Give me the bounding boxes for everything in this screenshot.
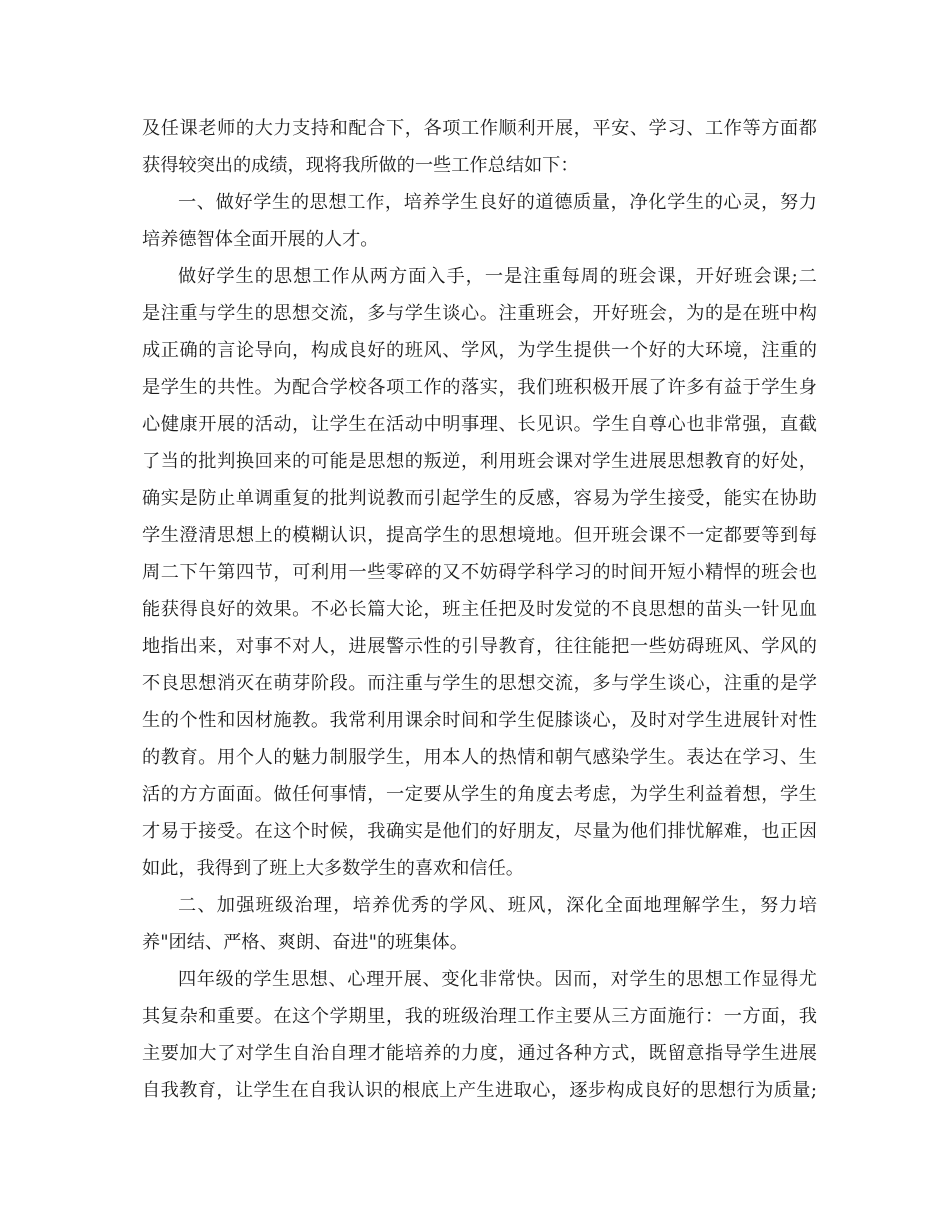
text-line: 学生澄清思想上的模糊认识，提高学生的思想境地。但开班会课不一定都要等到每 bbox=[142, 525, 817, 546]
text-line: 生的个性和因材施教。我常利用课余时间和学生促膝谈心，及时对学生进展针对性 bbox=[142, 710, 817, 731]
text-line: 其复杂和重要。在这个学期里，我的班级治理工作主要从三方面施行：一方面，我 bbox=[142, 1006, 817, 1027]
text-line: 做好学生的思想工作从两方面入手，一是注重每周的班会课，开好班会课;二 bbox=[178, 266, 817, 287]
text-line: 自我教育，让学生在自我认识的根底上产生进取心，逐步构成良好的思想行为质量; bbox=[142, 1080, 817, 1101]
text-line: 活的方方面面。做任何事情，一定要从学生的角度去考虑，为学生利益着想，学生 bbox=[142, 784, 817, 805]
text-line: 不良思想消灭在萌芽阶段。而注重与学生的思想交流，多与学生谈心，注重的是学 bbox=[142, 673, 817, 694]
text-line: 一、做好学生的思想工作，培养学生良好的道德质量，净化学生的心灵，努力 bbox=[178, 192, 817, 213]
text-line: 是学生的共性。为配合学校各项工作的落实，我们班积极开展了许多有益于学生身 bbox=[142, 377, 817, 398]
text-line: 确实是防止单调重复的批判说教而引起学生的反感，容易为学生接受，能实在协助 bbox=[142, 488, 817, 509]
text-line: 心健康开展的活动，让学生在活动中明事理、长见识。学生自尊心也非常强，直截 bbox=[142, 414, 817, 435]
text-line: 才易于接受。在这个时候，我确实是他们的好朋友，尽量为他们排忧解难，也正因 bbox=[142, 821, 817, 842]
text-line: 周二下午第四节，可利用一些零碎的又不妨碍学科学习的时间开短小精悍的班会也 bbox=[142, 562, 817, 583]
text-line: 成正确的言论导向，构成良好的班风、学风，为学生提供一个好的大环境，注重的 bbox=[142, 340, 817, 361]
text-line: 养"团结、严格、爽朗、奋进"的班集体。 bbox=[142, 932, 468, 953]
text-line: 四年级的学生思想、心理开展、变化非常快。因而，对学生的思想工作显得尤 bbox=[178, 969, 817, 990]
text-line: 地指出来，对事不对人，进展警示性的引导教育，往往能把一些妨碍班风、学风的 bbox=[142, 636, 817, 657]
text-line: 了当的批判换回来的可能是思想的叛逆，利用班会课对学生进展思想教育的好处， bbox=[142, 451, 817, 472]
text-line: 获得较突出的成绩，现将我所做的一些工作总结如下： bbox=[142, 155, 579, 176]
text-line: 主要加大了对学生自治自理才能培养的力度，通过各种方式，既留意指导学生进展 bbox=[142, 1043, 817, 1064]
text-line: 如此，我得到了班上大多数学生的喜欢和信任。 bbox=[142, 858, 524, 879]
text-line: 二、加强班级治理，培养优秀的学风、班风，深化全面地理解学生，努力培 bbox=[178, 895, 817, 916]
text-line: 及任课老师的大力支持和配合下，各项工作顺利开展，平安、学习、工作等方面都 bbox=[142, 118, 817, 139]
text-line: 是注重与学生的思想交流，多与学生谈心。注重班会，开好班会，为的是在班中构 bbox=[142, 303, 817, 324]
text-line: 的教育。用个人的魅力制服学生，用本人的热情和朝气感染学生。表达在学习、生 bbox=[142, 747, 817, 768]
text-line: 培养德智体全面开展的人才。 bbox=[142, 229, 379, 250]
text-line: 能获得良好的效果。不必长篇大论，班主任把及时发觉的不良思想的苗头一针见血 bbox=[142, 599, 817, 620]
